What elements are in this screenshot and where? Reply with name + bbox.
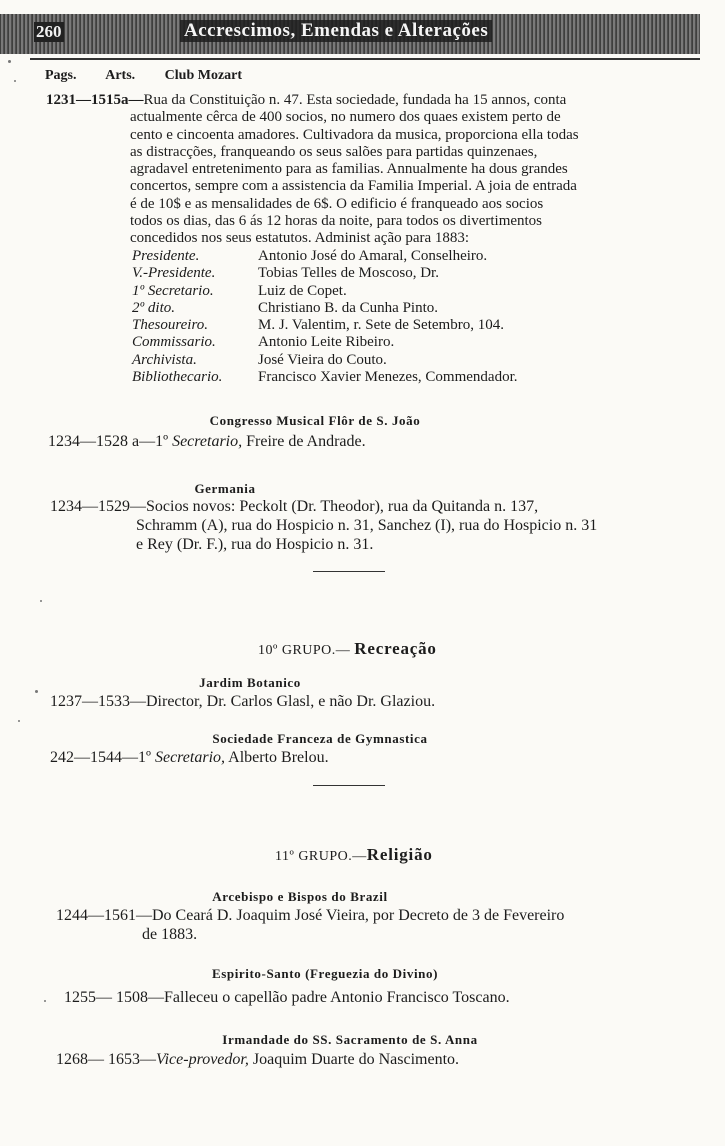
pags-heading: Pags. xyxy=(45,68,77,83)
entry-first-line xyxy=(46,92,680,109)
germania-entry xyxy=(50,497,682,554)
entry-line: 1244—1561—Do Ceará D. Joaquim José Vieira, por Decreto de 3 de Fevereiro xyxy=(56,907,565,924)
entry-line: 1234—1529—Socios novos: Peckolt (Dr. Theodor), rua da Quitanda n. 137, xyxy=(50,498,539,515)
entry-line: actualmente cêrca de 400 socios, no numero dos quaes existem perto de xyxy=(130,109,561,126)
officer-row xyxy=(132,248,518,265)
officer-name: Tobias Telles de Moscoso, Dr. xyxy=(258,265,439,282)
section-divider xyxy=(313,785,385,786)
officer-name: Christiano B. da Cunha Pinto. xyxy=(258,299,438,316)
congresso-entry xyxy=(48,432,366,451)
section-title-espirito: Espirito-Santo (Freguezia do Divino) xyxy=(211,966,439,981)
entry-reference: 1231—1515a— xyxy=(46,92,144,108)
entry-text: Alberto Brelou. xyxy=(225,749,329,766)
arcebispo-entry xyxy=(56,906,688,944)
entry-line: concertos, sempre com a assistencia da Familia Imperial. A joia de entrada xyxy=(130,178,577,195)
paper-speck xyxy=(40,600,42,602)
entry-line: de 1883. xyxy=(142,926,198,943)
officer-name: Antonio José do Amaral, Conselheiro. xyxy=(258,248,488,264)
officer-row xyxy=(132,352,518,369)
paper-speck xyxy=(18,720,20,722)
entry-line: e Rey (Dr. F.), rua do Hospicio n. 31. xyxy=(136,536,374,553)
entry-text: Rua da Constituição n. 47. Esta sociedade, fundada ha 15 annos, conta xyxy=(143,92,567,108)
officer-row xyxy=(132,317,518,334)
entry-line: todos os dias, das 6 ás 12 horas da noite, para todos os divertimentos xyxy=(130,213,543,230)
espirito-entry: 1255— 1508—Falleceu o capellão padre Antonio Francisco Toscano. xyxy=(64,989,510,1006)
section-title-congresso: Congresso Musical Flôr de S. João xyxy=(209,413,421,428)
officer-row xyxy=(132,334,518,351)
officer-row xyxy=(132,265,518,282)
entry-paragraph xyxy=(130,109,680,247)
officer-role: V.-Presidente. xyxy=(132,265,216,282)
section-title-sociedade: Sociedade Franceza de Gymnastica xyxy=(212,731,428,746)
page-number: 260 xyxy=(36,22,62,41)
paper-speck xyxy=(8,60,11,63)
officer-role: Archivista. xyxy=(132,351,197,368)
entry-role: Vice-provedor, xyxy=(156,1051,249,1068)
officer-name: M. J. Valentim, r. Sete de Setembro, 104. xyxy=(258,317,504,334)
entry-line: as distracções, franqueando os seus salões para partidas quinzenaes, xyxy=(130,143,538,160)
entry-line: agradavel entretenimento para as familias. Annualmente ha dous grandes xyxy=(130,161,568,178)
officer-role: Presidente. xyxy=(132,248,200,264)
entry-text: Joaquim Duarte do Nascimento. xyxy=(248,1051,460,1068)
section-divider xyxy=(313,571,385,572)
entry-role: Secretario, xyxy=(172,433,243,450)
group-heading-10 xyxy=(258,639,437,659)
column-headings xyxy=(45,68,268,84)
irmandade-entry xyxy=(56,1050,459,1069)
club-mozart-entry xyxy=(46,92,680,248)
officer-role: Thesoureiro. xyxy=(132,317,208,334)
entry-line: concedidos nos seus estatutos. Administ ação para 1883: xyxy=(130,230,470,247)
group-name: Religião xyxy=(366,845,433,864)
section-title-club-mozart: Club Mozart xyxy=(164,68,243,83)
officer-name: Luiz de Copet. xyxy=(258,282,347,299)
group-label: 10º GRUPO.— xyxy=(258,643,355,658)
officer-row xyxy=(132,300,518,317)
entry-text: Freire de Andrade. xyxy=(242,433,366,450)
section-title-germania: Germania xyxy=(194,481,256,496)
officer-name: Antonio Leite Ribeiro. xyxy=(258,334,395,351)
paper-speck xyxy=(14,80,16,82)
officer-role: Commissario. xyxy=(132,334,216,351)
entry-reference: 242—1544—1º xyxy=(50,749,155,766)
officer-name: José Vieira do Couto. xyxy=(258,351,387,368)
officer-row xyxy=(132,283,518,300)
group-name: Recreação xyxy=(354,639,437,658)
entry-role: Secretario, xyxy=(154,749,226,766)
officer-role: 1º Secretario. xyxy=(132,282,214,299)
page-title: Accrescimos, Emendas e Alterações xyxy=(180,20,492,42)
group-heading-11 xyxy=(275,845,433,865)
section-title-irmandade: Irmandade do SS. Sacramento de S. Anna xyxy=(222,1032,478,1047)
entry-line: cento e cincoenta amadores. Cultivadora da musica, proporciona ella todas xyxy=(130,126,579,143)
officer-row xyxy=(132,369,518,386)
entry-reference: 1234—1528 a—1º xyxy=(48,433,173,450)
entry-line: Schramm (A), rua do Hospicio n. 31, Sanchez (I), rua do Hospicio n. 31 xyxy=(136,517,598,534)
group-label: 11º GRUPO.— xyxy=(275,849,367,864)
entry-line: é de 10$ e as mensalidades de 6$. O edificio é franqueado aos socios xyxy=(130,195,544,212)
officer-name: Francisco Xavier Menezes, Commendador. xyxy=(258,369,518,386)
section-title-arcebispo: Arcebispo e Bispos do Brazil xyxy=(212,889,388,904)
jardim-entry: 1237—1533—Director, Dr. Carlos Glasl, e não Dr. Glaziou. xyxy=(50,693,436,710)
paper-speck xyxy=(35,690,38,693)
entry-reference: 1268— 1653— xyxy=(56,1051,156,1068)
header-rule xyxy=(30,58,700,60)
sociedade-entry xyxy=(50,748,329,767)
officer-role: Bibliothecario. xyxy=(132,369,223,386)
paper-speck xyxy=(44,1000,46,1002)
officers-list xyxy=(132,248,518,386)
officer-role: 2º dito. xyxy=(132,299,175,316)
section-title-jardim: Jardim Botanico xyxy=(199,675,301,690)
arts-heading: Arts. xyxy=(105,68,136,83)
